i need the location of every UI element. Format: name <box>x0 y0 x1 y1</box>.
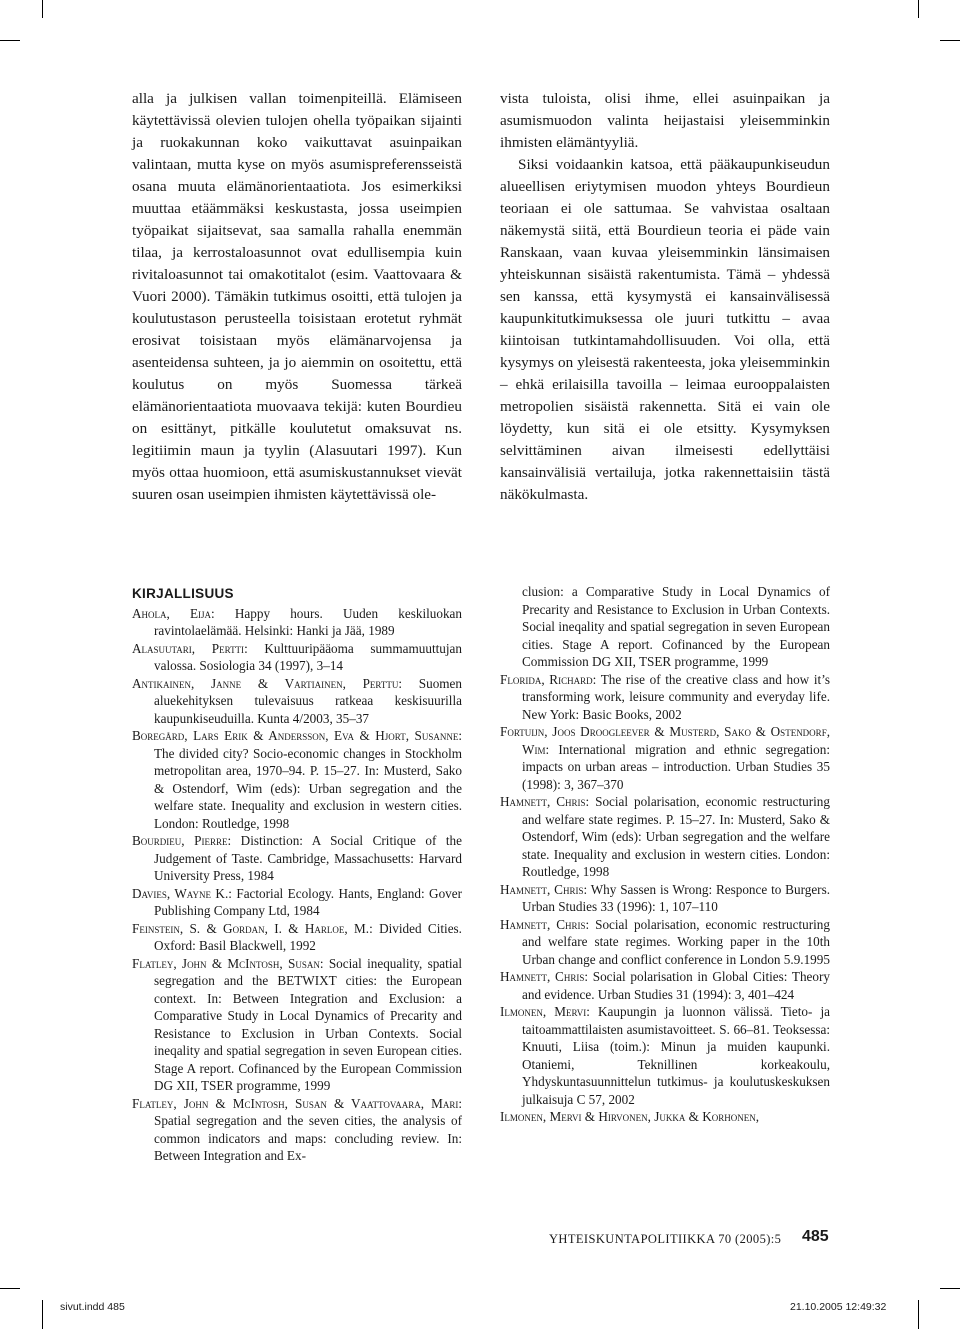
reference-entry <box>132 640 462 675</box>
crop-mark-top-right-h <box>940 40 960 41</box>
reference-authors: Davies, Wayne K. <box>132 885 229 901</box>
crop-mark-bottom-left-h <box>0 1288 20 1289</box>
body-column-right <box>500 88 830 506</box>
reference-authors: Hamnett, Chris <box>500 881 584 897</box>
reference-authors: Ahola, Eija <box>132 605 212 621</box>
reference-text: : Social polarisation, economic restructuring and welfare state regimes. Working paper in the 10th Urban change and conflict conference in London 5.9.1995 <box>522 916 830 967</box>
reference-entry <box>132 675 462 728</box>
references-right-column <box>500 583 830 1126</box>
reference-list-left <box>132 605 462 1165</box>
reference-entry <box>500 916 830 969</box>
crop-mark-top-left <box>42 0 43 18</box>
reference-text: : Suomen aluekehityksen tulevaisuus ratkeaa keskisuurilla kaupunkiseuduilla. Kunta 4/2003, 35–37 <box>154 675 462 726</box>
references-left-column <box>132 585 462 1165</box>
crop-mark-bottom-right-h <box>940 1288 960 1289</box>
reference-authors: Bourdieu, Pierre <box>132 833 228 848</box>
reference-text: : Distinction: A Social Critique of the Judgement of Taste. Cambridge, Massachusetts: Harvard University Press, 1984 <box>154 833 462 883</box>
reference-entry <box>500 968 830 1003</box>
reference-entry <box>132 605 462 640</box>
reference-entry <box>500 1003 830 1108</box>
crop-mark-bottom-left <box>42 1300 43 1329</box>
reference-authors: Flatley, John & McIntosh, Susan & Vaattovaara, Mari <box>132 1095 459 1111</box>
reference-authors: Florida, Richard <box>500 671 593 687</box>
slug-file: sivut.indd 485 <box>60 1301 125 1313</box>
reference-text: : The rise of the creative class and how it’s transforming work, leisure community and everyday life. New York: Basic Books, 2002 <box>522 671 830 722</box>
reference-text: : Social inequality, spatial segregation and the BETWIXT cities: the European context. In: Between Integration and Exclusion: a Comparative Study in Local Dynamics of Precarity and Resistance to Exclusion in Urban Contexts. Social ineqality and spatial segregation in seven European cities. Stage A report. Cofinanced by the European Commission DG XII, TSER programme, 1999 <box>154 955 462 1093</box>
reference-text: : Spatial segregation and the seven cities, the analysis of common indicators and maps: concluding review. In: Between Integration and Ex- <box>154 1095 462 1163</box>
reference-entry <box>500 723 830 793</box>
paragraph: vista tuloista, olisi ihme, ellei asuinpaikan ja asumismuodon valinta heijastaisi yleisemminkin ihmisten elämäntyyliä. <box>500 90 830 151</box>
crop-mark-top-left-h <box>0 40 20 41</box>
reference-text: : Social polarisation, economic restructuring and welfare state regimes. P. 15–27. In: Musterd, Sako & Ostendorf, Wim (eds): Urban segregation and the welfare state. Inequality and exclusion in western cities. London: Routledge, 1998 <box>522 794 830 879</box>
reference-authors: Antikainen, Janne & Vartiainen, Perttu <box>132 675 399 691</box>
reference-entry <box>132 727 462 832</box>
reference-entry <box>132 955 462 1095</box>
crop-mark-top-right <box>918 0 919 18</box>
reference-entry <box>132 885 462 920</box>
reference-entry <box>500 793 830 881</box>
reference-authors: Ilmonen, Mervi <box>500 1004 587 1019</box>
reference-authors: Feinstein, S. & Gordan, I. & Harloe, M. <box>132 920 370 936</box>
reference-text: : International migration and ethnic segregation: impacts on urban areas – introduction. Urban Studies 35 (1998): 3, 367–370 <box>522 741 830 792</box>
reference-authors: Boregård, Lars Erik & Andersson, Eva & Hjort, Susanne <box>132 728 459 743</box>
reference-entry <box>500 881 830 916</box>
reference-text: : Factorial Ecology. Hants, England: Gover Publishing Company Ltd, 1984 <box>154 885 463 918</box>
reference-entry <box>132 1095 462 1165</box>
reference-entry <box>500 1108 830 1126</box>
reference-list-right <box>500 671 830 1126</box>
reference-text: : Why Sassen is Wrong: Responce to Burgers. Urban Studies 33 (1996): 1, 107–110 <box>522 881 830 914</box>
reference-entry <box>132 832 462 885</box>
reference-authors: Alasuutari, Pertti <box>132 640 245 656</box>
reference-text: : Kaupungin ja luonnon välissä. Tieto- ja taitoammattilaisten asumistavoitteet. S. 66–81. Teoksessa: Knuuti, Liisa (toim.): Minun ja muiden kaupunki. Otaniemi, Teknillinen korkeakoulu, Yhdyskuntasuunnittelun tutkimus- ja koulutuskeskuksen julkaisuja C 57, 2002 <box>522 1004 830 1107</box>
reference-authors: Hamnett, Chris <box>500 794 586 809</box>
crop-mark-bottom-right <box>918 1300 919 1329</box>
reference-text: : Kulttuuripääoma summamuuttujan valossa. Sosiologia 34 (1997), 3–14 <box>154 640 462 673</box>
reference-continuation: clusion: a Comparative Study in Local Dynamics of Precarity and Resistance to Exclusion in Urban Contexts. Social ineqality and spatial segregation in seven European cities. Stage A report. Cofinanced by the European Commission DG XII, TSER programme, 1999 <box>522 584 830 669</box>
reference-authors: Ilmonen, Mervi & Hirvonen, Jukka & Korhonen, <box>500 1109 760 1124</box>
body-column-left <box>132 88 462 506</box>
reference-authors: Flatley, John & McIntosh, Susan <box>132 955 320 971</box>
reference-authors: Hamnett, Chris <box>500 916 586 932</box>
reference-authors: Hamnett, Chris <box>500 969 585 984</box>
references-heading: KIRJALLISUUS <box>132 586 234 601</box>
reference-entry <box>500 671 830 724</box>
page-number: 485 <box>802 1228 829 1245</box>
slug-timestamp: 21.10.2005 12:49:32 <box>790 1301 887 1313</box>
paragraph: alla ja julkisen vallan toimenpiteillä. Elämiseen käytettävissä olevien tulojen ohella työpaikan sijainti ja ruokakunnan koko vaikuttavat asuinpaikan valintaan, mutta kyse on myös asumispreferensseistä osana muuta elämänorientaatiota. Jos esimerkiksi muuttaa etäämmäksi keskustasta, jossa useimpien työpaikat sijaitsevat, saa samalla rahalla enemmän tilaa, ja kerrostaloasunnot ovat edullisempia kuin rivitaloasunnot tai omakotitalot (esim. Vaattovaara & Vuori 2000). Tämäkin tutkimus osoitti, että tulojen ja koulutustason perusteella toisistaan erotetut ryhmät erosivat toisistaan myös elämänarvojensa ja asenteidensa suhteen, ja jo aiemmin on osoitettu, että koulutus on myös Suomessa tärkeä elämänorientaatiota muovaava tekijä: kuten Bourdieu on esittänyt, pitkälle koulutetut omaksuvat ns. legitiimin maun ja tyylin (Alasuutari 1997). Kun myös ottaa huomioon, että asumiskustannukset vievät suuren osan useimpien ihmisten käytettävissä ole- <box>132 90 462 503</box>
paragraph: Siksi voidaankin katsoa, että pääkaupunkiseudun alueellisen eriytymisen muodon yhteys Bourdieun teoriaan ei ole sattumaa. Se vahvistaa osaltaan näkemystä siitä, että Bourdieun teoria ei päde vain Ranskaan, vaan kuvaa yleisemminkin länsimaisen yhteiskunnan sisäistä rakentumista. Tämä – yhdessä sen kanssa, että kysymystä ei kansainvälisessä kaupunkitutkimuksessa ole juuri tutkittu – avaa kiintoisan tutkintamahdollisuuden. Voi olla, että kysymys on yleisestä rakenteesta, joka yleisemminkin – ehkä erilaisilla tavoilla – leimaa eurooppalaisten metropolien sisäistä rakennetta. Sitä ei vain ole löydetty, kun sitä ei ole etsitty. Kysymyksen selvittäminen aivan ilmeisesti edellyttäisi kansainvälisiä vertailuja, jotka rakennettaisiin tästä näkökulmasta. <box>500 156 830 503</box>
reference-text: : Divided Cities. Oxford: Basil Blackwell, 1992 <box>154 920 462 953</box>
reference-entry <box>132 920 462 955</box>
reference-text: : Social polarisation in Global Cities: Theory and evidence. Urban Studies 31 (1994): 3, 401–424 <box>522 969 830 1002</box>
reference-text: : The divided city? Socio-economic changes in Stockholm metropolitan area, 1970–94. P. 15–27. In: Musterd, Sako & Ostendorf, Wim (eds): Urban segregation and the welfare state. Inequality and exclusion in western cities. London: Routledge, 1998 <box>154 728 462 831</box>
running-head: YHTEISKUNTAPOLITIIKKA 70 (2005):5 <box>549 1232 782 1246</box>
reference-authors: Fortuijn, Joos Droogleever & Musterd, Sako & Ostendorf, Wim <box>500 724 830 757</box>
reference-text: : Happy hours. Uuden keskiluokan ravintolaelämää. Helsinki: Hanki ja Jää, 1989 <box>154 605 463 638</box>
